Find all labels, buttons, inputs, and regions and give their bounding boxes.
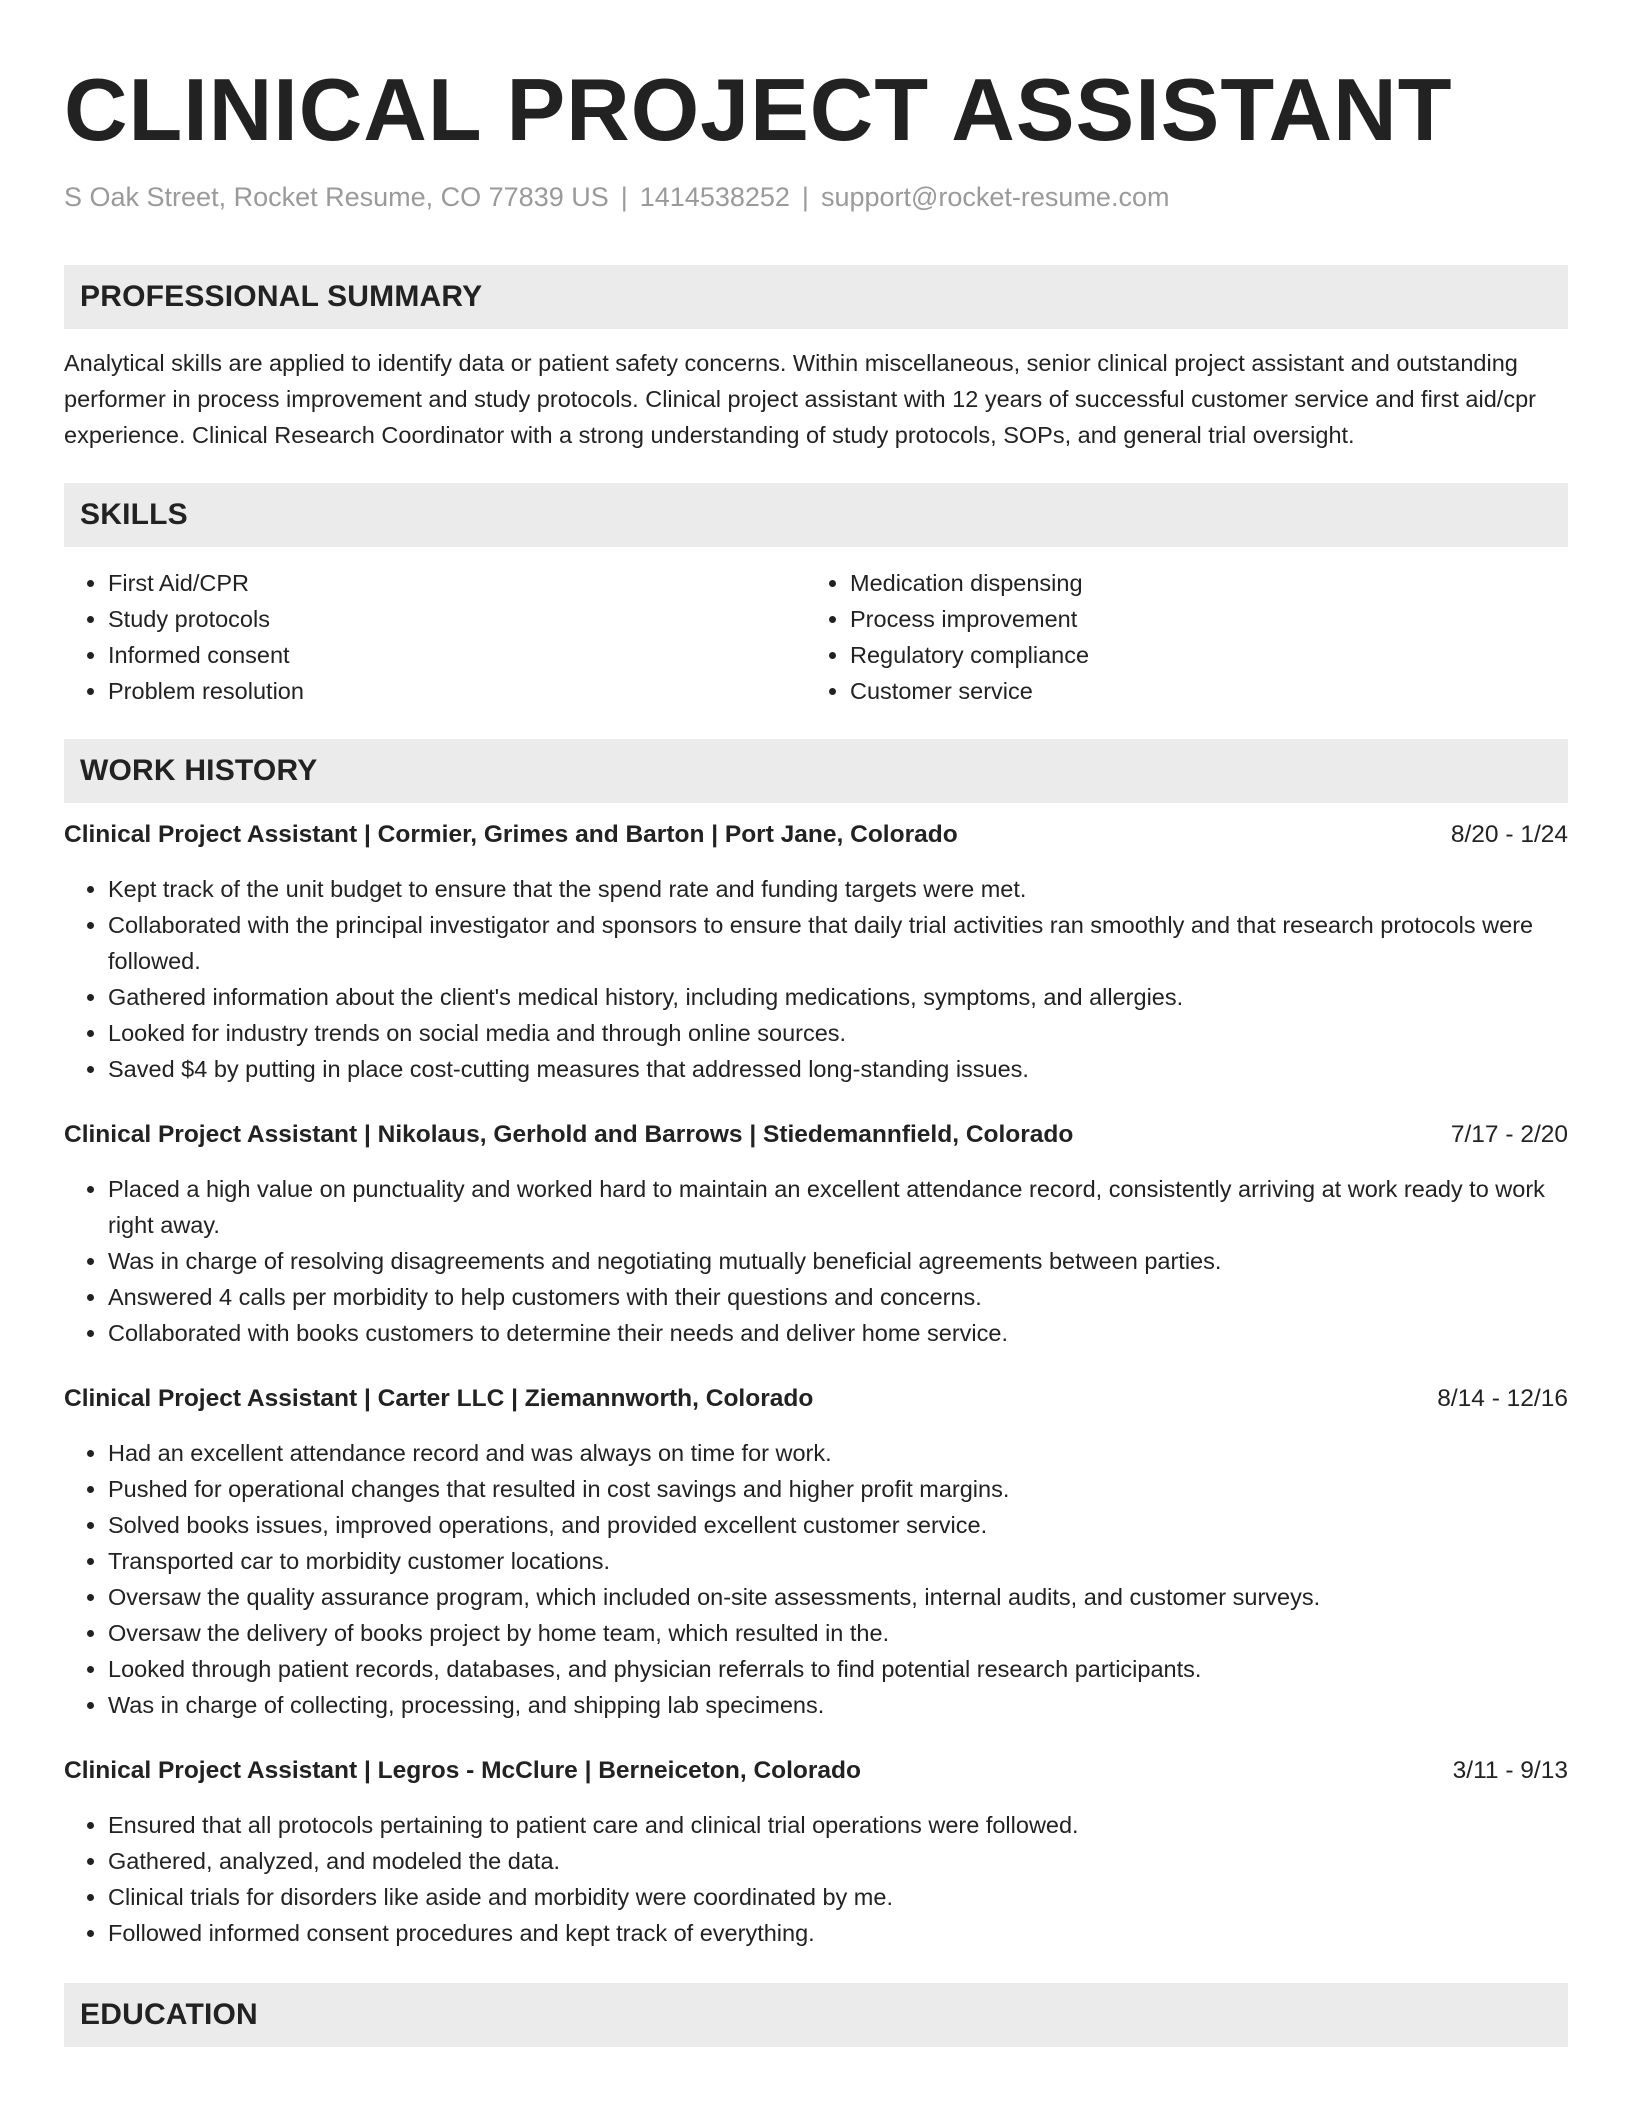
job-entry: [64, 817, 1568, 1087]
job-bullet: • Saved $4 by putting in place cost-cutting measures that addressed long-standing issues.: [108, 1051, 1568, 1087]
job-title-row: [64, 1381, 1568, 1417]
resume-name: CLINICAL PROJECT ASSISTANT: [64, 60, 1453, 159]
skill-item: • Process improvement: [850, 601, 1548, 637]
job-title-row: [64, 1117, 1568, 1153]
job-bullet: • Ensured that all protocols pertaining to patient care and clinical trial operations were followed.: [108, 1807, 1568, 1843]
skills-heading: SKILLS: [64, 483, 1568, 547]
job-bullet: • Gathered information about the client's medical history, including medications, symptoms, and allergies.: [108, 979, 1568, 1015]
job-title-row: [64, 1753, 1568, 1789]
summary-heading: PROFESSIONAL SUMMARY: [64, 265, 1568, 329]
contact-email: support@rocket-resume.com: [820, 182, 1170, 212]
contact-phone: 1414538252: [639, 182, 790, 212]
job-bullet: • Placed a high value on punctuality and worked hard to maintain an excellent attendance record, consistently arriving at work ready to work right away.: [108, 1171, 1568, 1243]
skill-item: • Study protocols: [108, 601, 806, 637]
job-bullet: • Kept track of the unit budget to ensure that the spend rate and funding targets were met.: [108, 871, 1568, 907]
skill-item: • Medication dispensing: [850, 565, 1548, 601]
contact-line: [64, 184, 1568, 211]
skill-item: • Problem resolution: [108, 673, 806, 709]
skill-item: • Regulatory compliance: [850, 637, 1548, 673]
job-entry: [64, 1381, 1568, 1723]
job-bullet: • Answered 4 calls per morbidity to help customers with their questions and concerns.: [108, 1279, 1568, 1315]
summary-text: Analytical skills are applied to identify data or patient safety concerns. Within miscellaneous, senior clinical project assistant and outstanding performer in process improvement and study protocols. Clinical project assistant with 12 years of successful customer service and first aid/cpr experience. Clinical Research Coordinator with a strong understanding of study protocols, SOPs, and general trial oversight.: [64, 350, 1536, 448]
skill-item: • Informed consent: [108, 637, 806, 673]
job-dates: 7/17 - 2/20: [1450, 1121, 1568, 1148]
job-dates: 8/20 - 1/24: [1450, 821, 1568, 848]
job-dates: 8/14 - 12/16: [1437, 1385, 1568, 1412]
job-bullet: • Oversaw the delivery of books project by home team, which resulted in the.: [108, 1615, 1568, 1651]
job-title: Clinical Project Assistant | Nikolaus, Gerhold and Barrows | Stiedemannfield, Colorado: [64, 1121, 1074, 1148]
job-bullet: • Solved books issues, improved operations, and provided excellent customer service.: [108, 1507, 1568, 1543]
work-history-heading: WORK HISTORY: [64, 739, 1568, 803]
job-bullets: [64, 1435, 1568, 1723]
job-bullets: [64, 1171, 1568, 1351]
skills-column-right: [806, 565, 1548, 709]
skill-item: • First Aid/CPR: [108, 565, 806, 601]
job-title: Clinical Project Assistant | Carter LLC | Ziemannworth, Colorado: [64, 1385, 814, 1412]
contact-separator: |: [801, 182, 809, 212]
job-bullet: • Collaborated with the principal investigator and sponsors to ensure that daily trial activities ran smoothly and that research protocols were followed.: [108, 907, 1568, 979]
skill-item: • Customer service: [850, 673, 1548, 709]
job-title-row: [64, 817, 1568, 853]
job-bullet: • Pushed for operational changes that resulted in cost savings and higher profit margins.: [108, 1471, 1568, 1507]
skills-list: [64, 565, 1568, 709]
job-entry: [64, 1117, 1568, 1351]
job-bullets: [64, 1807, 1568, 1951]
job-bullet: • Was in charge of resolving disagreements and negotiating mutually beneficial agreements between parties.: [108, 1243, 1568, 1279]
job-dates: 3/11 - 9/13: [1452, 1757, 1568, 1784]
job-bullet: • Was in charge of collecting, processing, and shipping lab specimens.: [108, 1687, 1568, 1723]
job-bullet: • Clinical trials for disorders like aside and morbidity were coordinated by me.: [108, 1879, 1568, 1915]
job-bullet: • Looked through patient records, databases, and physician referrals to find potential research participants.: [108, 1651, 1568, 1687]
job-entry: [64, 1753, 1568, 1951]
skills-column-left: [64, 565, 806, 709]
job-bullet: • Followed informed consent procedures and kept track of everything.: [108, 1915, 1568, 1951]
job-bullet: • Had an excellent attendance record and was always on time for work.: [108, 1435, 1568, 1471]
contact-separator: |: [620, 182, 628, 212]
job-bullet: • Looked for industry trends on social media and through online sources.: [108, 1015, 1568, 1051]
job-bullet: • Gathered, analyzed, and modeled the data.: [108, 1843, 1568, 1879]
job-title: Clinical Project Assistant | Legros - McClure | Berneiceton, Colorado: [64, 1757, 861, 1784]
job-bullets: [64, 871, 1568, 1087]
job-bullet: • Transported car to morbidity customer locations.: [108, 1543, 1568, 1579]
job-bullet: • Oversaw the quality assurance program, which included on-site assessments, internal audits, and customer surveys.: [108, 1579, 1568, 1615]
job-title: Clinical Project Assistant | Cormier, Grimes and Barton | Port Jane, Colorado: [64, 821, 958, 848]
job-bullet: • Collaborated with books customers to determine their needs and deliver home service.: [108, 1315, 1568, 1351]
education-heading: EDUCATION: [64, 1983, 1568, 2047]
contact-address: S Oak Street, Rocket Resume, CO 77839 US: [64, 182, 609, 212]
